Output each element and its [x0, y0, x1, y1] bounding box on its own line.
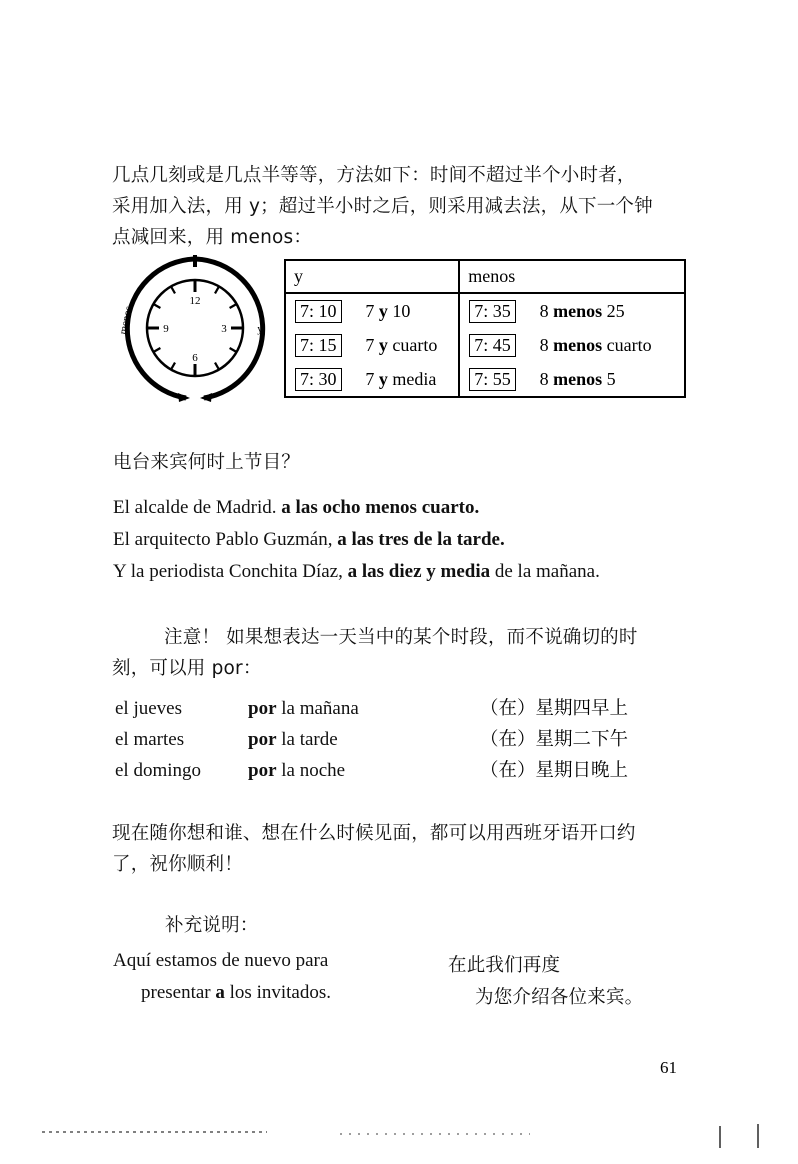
column-header-menos: menos: [459, 260, 685, 293]
supplement-chinese-line-2: 为您介绍各位来宾。: [475, 987, 644, 1008]
cell-phrase-right: [540, 328, 685, 362]
cell-part: [248, 725, 378, 756]
clock-numeral-6: 6: [192, 352, 198, 364]
phrase-prefix: 8: [539, 300, 549, 321]
cell-time-right: [459, 293, 539, 328]
note-paragraph: [112, 622, 692, 684]
cell-part: [248, 694, 378, 725]
radio-question-line: 电台来宾何时上节目？: [113, 452, 301, 473]
cell-chinese: （在）星期日晚上: [480, 760, 629, 781]
phrase-suffix: 5: [606, 368, 616, 389]
supplement-chinese-line-1: 在此我们再度: [448, 955, 561, 976]
table-row: [285, 328, 685, 362]
example-sentences: [113, 492, 713, 588]
sentence-bold: a las tres de la tarde.: [337, 529, 505, 550]
scan-artifact-tick: [757, 1124, 759, 1148]
scan-artifact-smudge: [340, 1133, 530, 1135]
phrase-keyword: y: [378, 300, 388, 321]
intro-line-2: 采用加入法，用 y；超过半小时之后，则采用减去法，从下一个钟: [112, 196, 653, 217]
note-line-2: 刻，可以用 por：: [112, 658, 262, 679]
supplement-row: [113, 982, 713, 1014]
cell-day: el martes: [115, 729, 185, 750]
cell-time-right: [459, 362, 539, 397]
intro-line-3: 点减回来，用 menos：: [112, 227, 313, 248]
sentence-bold: a las ocho menos cuarto.: [281, 497, 480, 518]
supplement-bold: a: [215, 982, 225, 1003]
clock-label-y: y: [257, 323, 263, 335]
cell-part: [248, 756, 378, 787]
phrase-keyword: menos: [553, 334, 603, 355]
cell-phrase-right: [540, 362, 685, 397]
time-box: 7: 55: [469, 368, 516, 391]
por-expression-table: [115, 694, 628, 787]
clock-numeral-3: 3: [221, 323, 227, 335]
cell-time-left: [285, 362, 365, 397]
clock-numeral-12: 12: [189, 295, 201, 307]
cell-time-left: [285, 328, 365, 362]
table-row: [115, 694, 628, 725]
phrase-suffix: media: [392, 368, 437, 389]
sentence-bold: a las diez y media: [347, 561, 491, 582]
por-keyword: por: [248, 760, 277, 781]
clock-label-menos: menos: [117, 305, 135, 336]
phrase-suffix: cuarto: [606, 334, 652, 355]
phrase-prefix: 8: [539, 368, 549, 389]
supplement-plain-after: los invitados.: [229, 982, 331, 1003]
supplement-plain-before: presentar: [141, 982, 211, 1003]
cell-chinese: （在）星期四早上: [480, 698, 629, 719]
cell-day: el domingo: [115, 760, 202, 781]
example-sentence: [113, 556, 713, 588]
por-keyword: por: [248, 729, 277, 750]
cell-time-right: [459, 328, 539, 362]
time-box: 7: 35: [469, 300, 516, 323]
table-row: [285, 362, 685, 397]
time-box: 7: 45: [469, 334, 516, 357]
scan-artifact-smudge: [42, 1131, 267, 1133]
por-part: la noche: [281, 760, 346, 781]
por-keyword: por: [248, 698, 277, 719]
phrase-keyword: menos: [553, 300, 603, 321]
page-number: 61: [660, 1058, 677, 1077]
phrase-keyword: y: [378, 334, 388, 355]
phrase-suffix: 10: [392, 300, 411, 321]
cell-day: el jueves: [115, 698, 183, 719]
phrase-prefix: 7: [365, 334, 375, 355]
phrase-keyword: y: [378, 368, 388, 389]
intro-line-1: 几点几刻或是几点半等等，方法如下：时间不超过半个小时者，: [112, 165, 636, 186]
closing-paragraph: [112, 818, 702, 880]
example-sentence: [113, 524, 713, 556]
table-header-row: [285, 260, 685, 293]
time-expression-table: [284, 259, 686, 398]
por-part: la tarde: [281, 729, 338, 750]
supplement-spanish-line-2: [141, 982, 331, 1004]
cell-chinese: （在）星期二下午: [480, 729, 629, 750]
example-sentence: [113, 492, 713, 524]
scan-artifact-tick: [719, 1126, 721, 1148]
cell-phrase-left: [365, 293, 459, 328]
cell-phrase-left: [365, 328, 459, 362]
table-row: [115, 756, 628, 787]
time-box: 7: 15: [295, 334, 342, 357]
supplement-spanish-line-1: Aquí estamos de nuevo para: [113, 950, 329, 971]
por-part: la mañana: [281, 698, 359, 719]
table-row: [115, 725, 628, 756]
sentence-plain-before: El alcalde de Madrid.: [113, 497, 277, 518]
phrase-suffix: 25: [606, 300, 625, 321]
phrase-prefix: 7: [365, 300, 375, 321]
intro-paragraph: [112, 160, 692, 253]
phrase-suffix: cuarto: [392, 334, 438, 355]
sentence-plain-before: El arquitecto Pablo Guzmán,: [113, 529, 333, 550]
cell-phrase-right: [540, 293, 685, 328]
clock-numeral-9: 9: [163, 323, 169, 335]
cell-phrase-left: [365, 362, 459, 397]
supplement-row: [113, 950, 713, 982]
time-box: 7: 10: [295, 300, 342, 323]
time-box: 7: 30: [295, 368, 342, 391]
column-header-y: y: [285, 260, 459, 293]
phrase-prefix: 7: [365, 368, 375, 389]
clock-diagram: [112, 253, 277, 403]
phrase-keyword: menos: [553, 368, 603, 389]
note-line-1: 注意！ 如果想表达一天当中的某个时段，而不说确切的时: [164, 627, 638, 648]
phrase-prefix: 8: [539, 334, 549, 355]
sentence-plain-before: Y la periodista Conchita Díaz,: [113, 561, 343, 582]
cell-time-left: [285, 293, 365, 328]
supplement-block: [113, 950, 713, 1014]
table-row: [285, 293, 685, 328]
supplement-heading: 补充说明：: [165, 915, 259, 936]
closing-line-1: 现在随你想和谁、想在什么时候见面，都可以用西班牙语开口约: [112, 823, 636, 844]
sentence-plain-after: de la mañana.: [494, 561, 600, 582]
closing-line-2: 了，祝你顺利！: [112, 854, 243, 875]
